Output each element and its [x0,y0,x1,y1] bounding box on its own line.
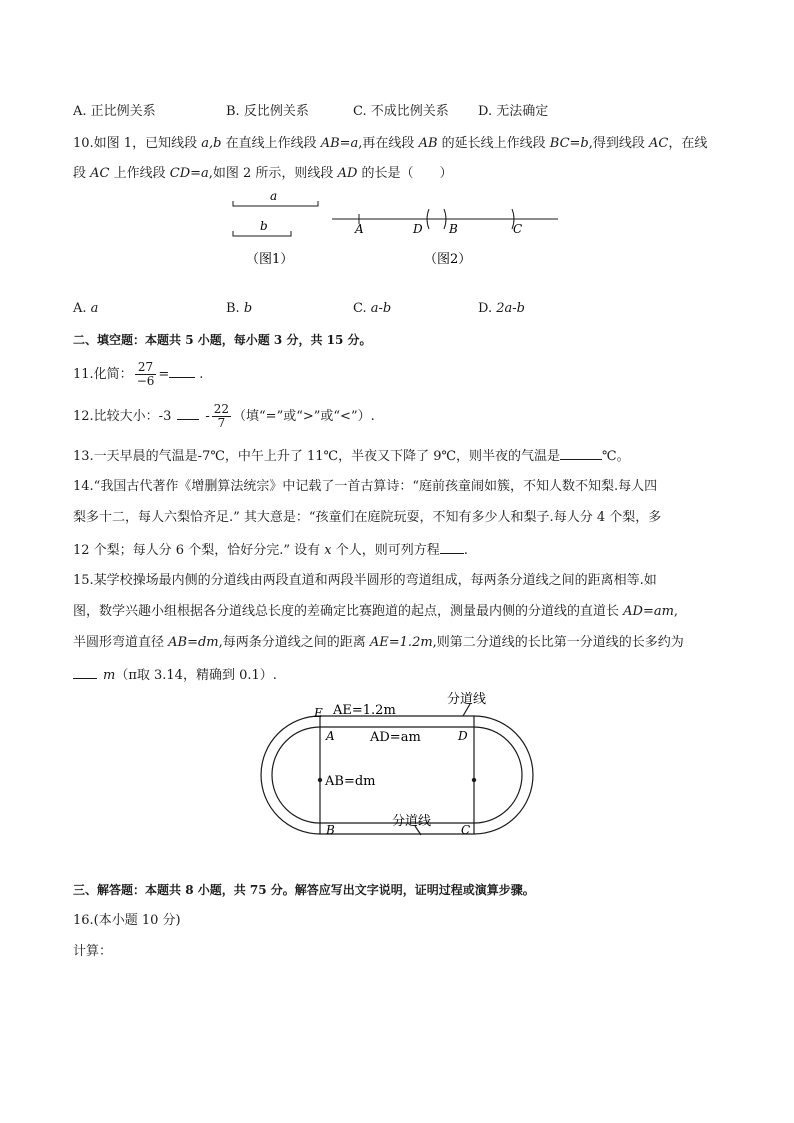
section-3-heading: 三、解答题：本题共 8 小题，共 75 分。解答应写出文字说明，证明过程或演算步骤。 [73,883,535,897]
q16-prompt: 计算： [73,944,113,959]
q9-option-b: B. 反比例关系 [226,104,309,119]
q10-figures [0,0,794,290]
q10-text: 在直线上作线段 [221,136,321,151]
q10-text: 的延长线上作线段 [437,136,550,151]
figure-1 [233,189,318,267]
q15-answer-blank[interactable] [73,666,97,679]
q14-line3: 12 个梨；每人分 6 个梨，恰好分完.” 设有 x 个人，则可列方程 . [73,543,468,558]
fig2-label-d: D [413,222,423,236]
q10-text: ，在线 [668,136,708,151]
q9-option-a: A. 正比例关系 [73,104,156,119]
fig1-caption: （图1） [246,252,294,267]
q10-option-a: A. a [73,301,99,316]
q10-text: ,如图 2 所示，则线段 [208,166,338,181]
fig2-label-b: B [449,222,458,236]
q15-line3: 半圆形弯道直径 AB=dm,每两条分道线之间的距离 AE=1.2m,则第二分道线的长比第一分道线的长多约为 [73,635,684,650]
q9-option-c: C. 不成比例关系 [353,104,449,119]
label-ab: AB=dm [325,774,376,789]
label-b: B [326,823,335,837]
label-bottom-lane: 分道线 [392,814,432,829]
q14-answer-blank[interactable] [440,541,464,554]
q13: 13.一天早晨的气温是-7℃，中午上升了 11℃，半夜又下降了 9℃，则半夜的气温是 ℃。 [73,449,630,464]
q9-option-d: D. 无法确定 [478,104,549,119]
q15-line1: 15.某学校操场最内侧的分道线由两段直道和两段半圆形的弯道组成，每两条分道线之间的距离相等.如 [73,573,657,588]
q13-answer-blank[interactable] [560,447,602,460]
q10-option-d: D. 2a-b [478,301,525,316]
q10-var: AB=a [320,136,359,151]
q10-var: BC=b [549,136,589,151]
q10-text: ,再在线段 [358,136,419,151]
track-diagram [0,690,794,855]
q10-var: AC [90,166,110,181]
fig2-caption: （图2） [424,252,472,267]
fig1-label-b: b [260,219,268,233]
q12-fraction: $\frac{22}{7}$ [213,402,230,430]
q12-prefix: 12.比较大小：-3 [73,409,172,424]
figure-2 [332,209,558,267]
q15-line4: m（π取 3.14，精确到 0.1）. [73,666,277,684]
fig2-label-a: A [355,222,364,236]
q14-line2: 梨多十二，每人六梨恰齐足.” 其大意是：“孩童们在庭院玩耍，不知有多少人和梨子.每人分 4 个梨，多 [73,510,662,525]
label-ad: AD=am [370,730,421,745]
q10-option-c: C. a-b [353,301,392,316]
label-d: D [458,729,468,743]
q11-prefix: 11.化简： [73,367,133,382]
q12: 12.比较大小：-3 - $\frac{22}{7}$ （填“=”或“>”或“<”）. [73,402,375,430]
label-top-lane: 分道线 [447,692,487,707]
label-e: E [314,706,323,720]
q15-line2: 图，数学兴趣小组根据各分道线总长度的差确定比赛跑道的起点，测量最内侧的分道线的直道长 AD=am, [73,604,679,619]
q10-text: 的长是（ ） [357,166,453,181]
fig2-label-c: C [513,222,523,236]
q10-text: ,得到线段 [588,136,650,151]
q12-answer-blank[interactable] [177,407,199,420]
q10-text: 段 [73,166,91,181]
q10-var: AB [418,136,438,151]
q10-var: a,b [201,136,222,151]
q10-var: CD=a [169,166,209,181]
midpoint-left [318,778,322,782]
q11-fraction: $\frac{27}{-6}$ [136,360,155,388]
q10-var: AD [337,166,358,181]
q11: 11.化简： $\frac{27}{-6}$ = . [73,360,204,388]
q16-header: 16.(本小题 10 分) [73,913,181,928]
label-a: A [326,729,335,743]
q10-text: 10.如图 1，已知线段 [73,136,202,151]
q10-text: 上作线段 [109,166,170,181]
label-ae: AE=1.2m [333,703,396,718]
midpoint-right [472,778,476,782]
q10-option-b: B. b [226,301,253,316]
q10-var: AC [649,136,669,151]
q11-answer-blank[interactable] [169,365,195,378]
section-2-heading: 二、填空题：本题共 5 小题，每小题 3 分，共 15 分。 [73,333,372,347]
q14-line1: 14.“我国古代著作《增删算法统宗》中记载了一首古算诗：“庭前孩童闹如簇，不知人数不知梨.每人四 [73,479,658,494]
fig1-label-a: a [270,189,278,203]
label-c: C [461,823,471,837]
